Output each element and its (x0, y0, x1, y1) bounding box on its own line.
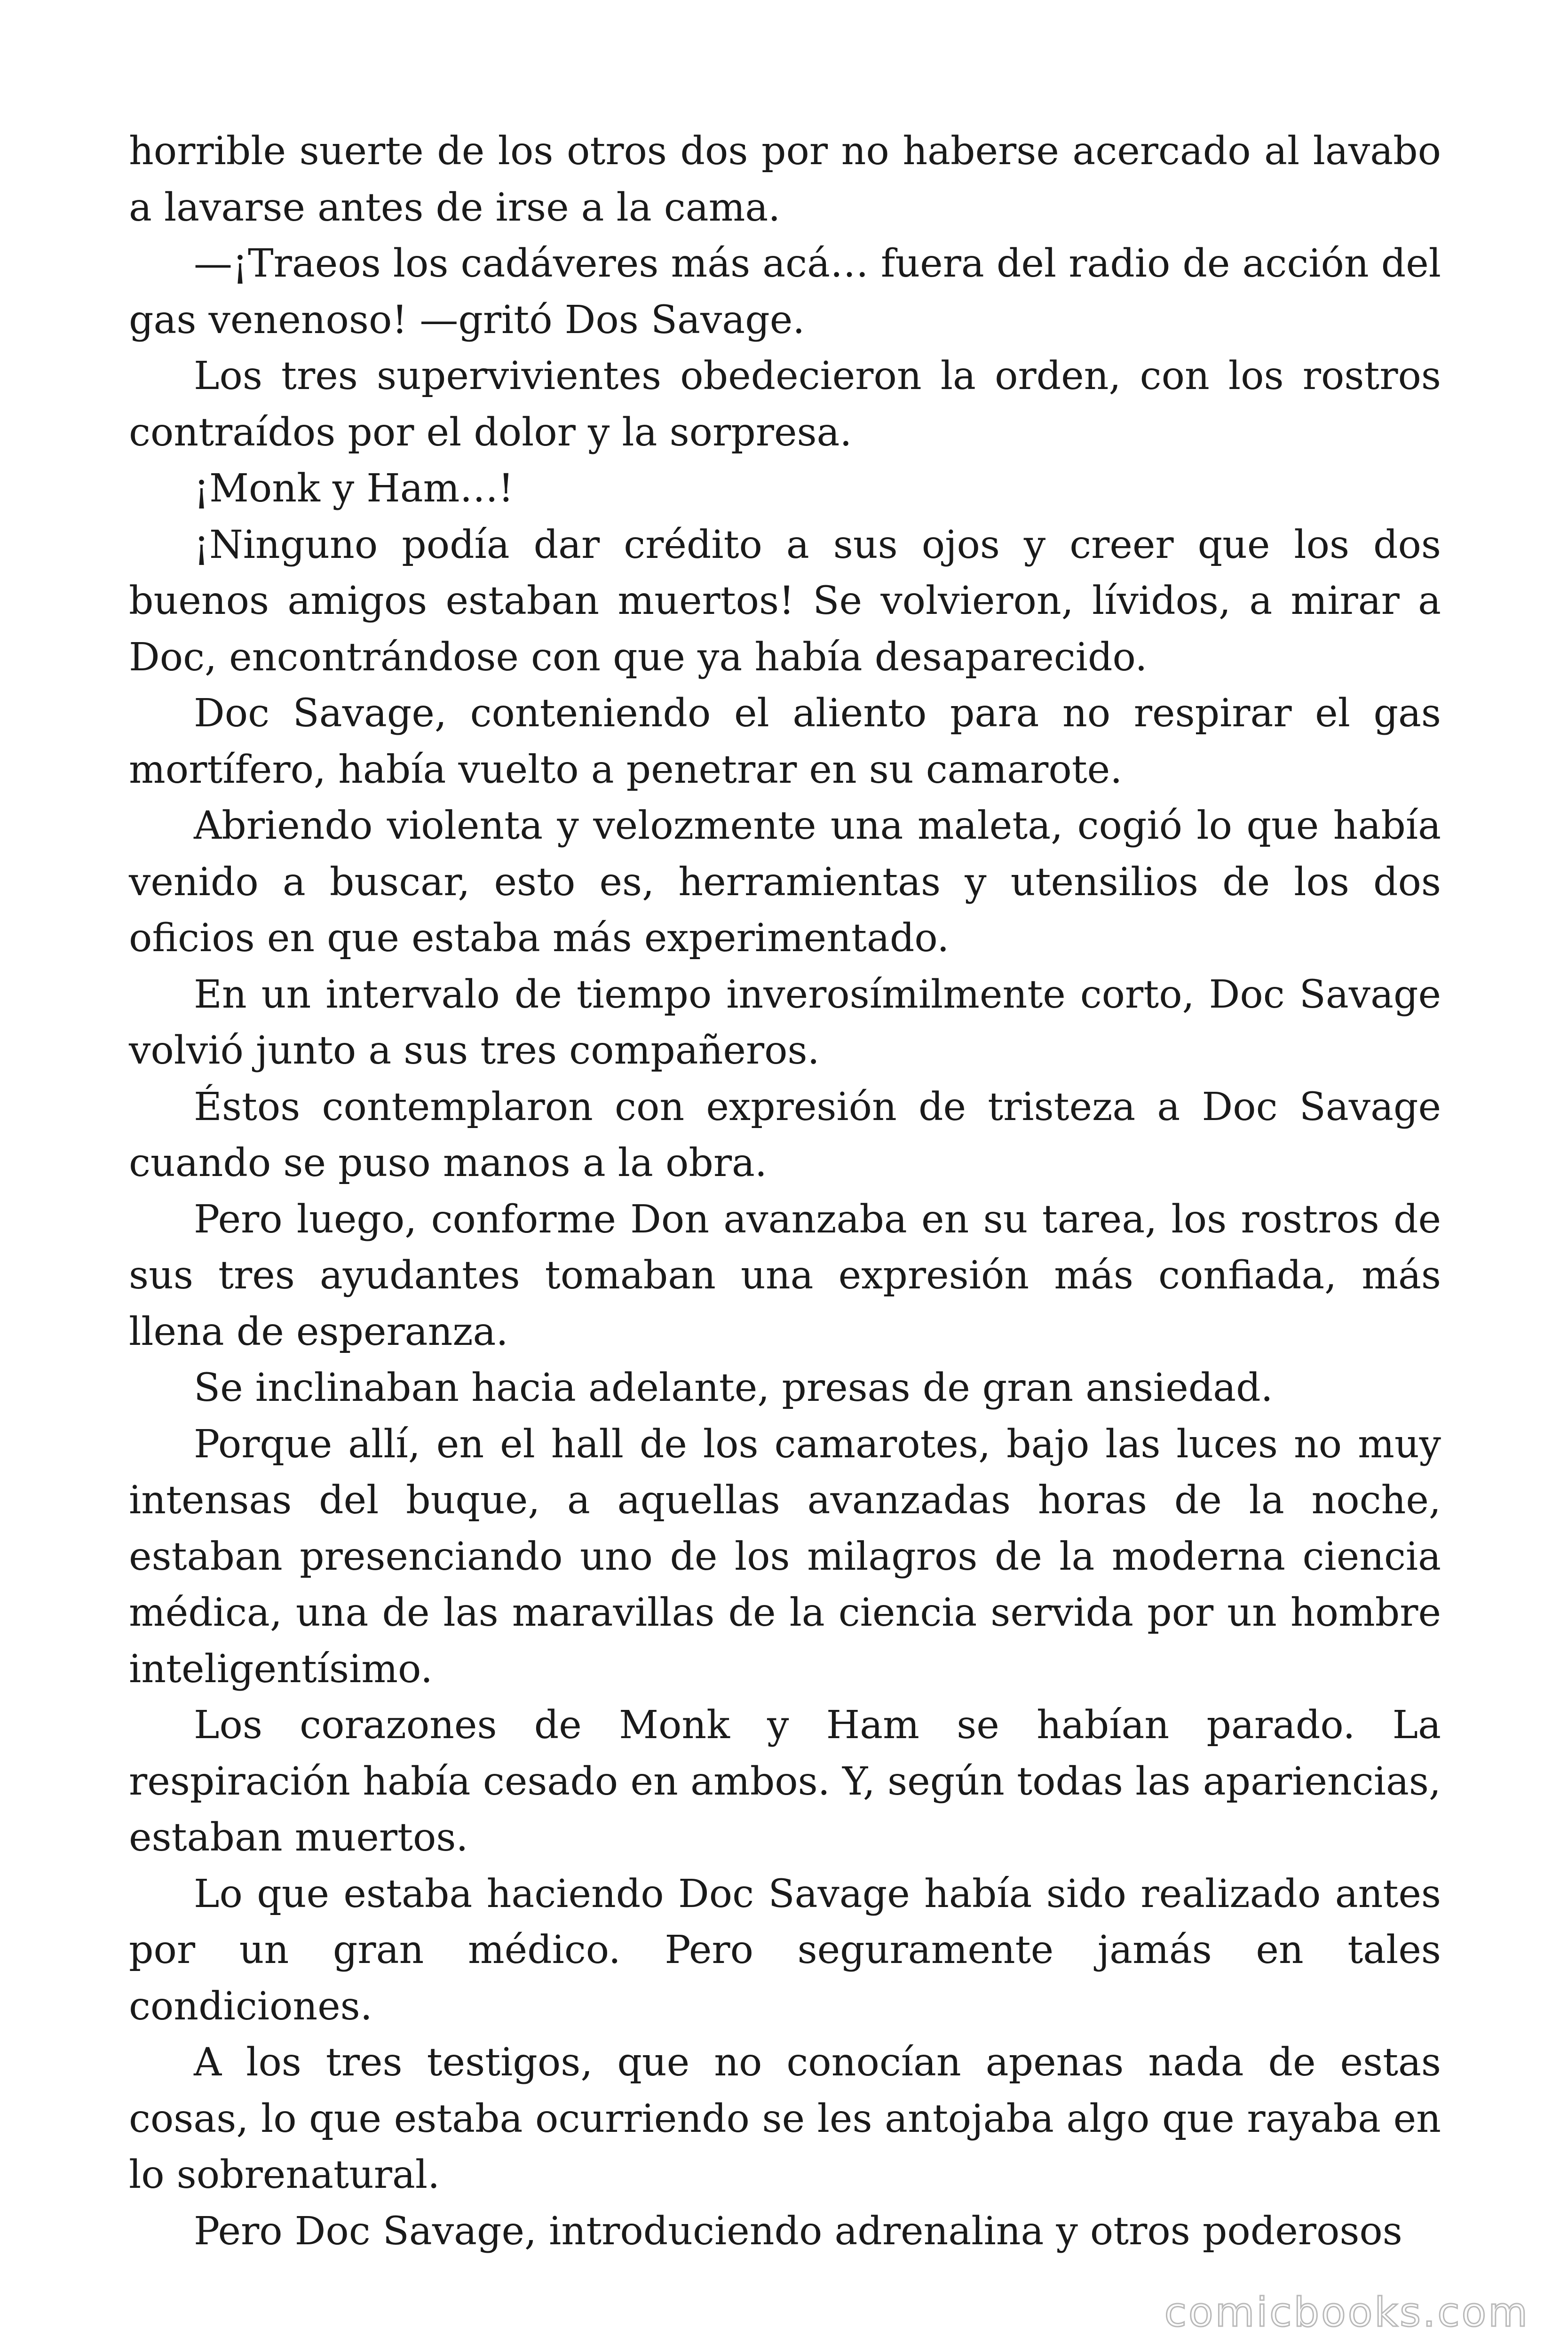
paragraph: Abriendo violenta y velozmente una maleta, cogió lo que había venido a buscar, esto es, herramientas y utensilios de los dos oficios en que estaba más experimentado. (129, 803, 1441, 961)
paragraph: Los corazones de Monk y Ham se habían parado. La respiración había cesado en ambos. Y, según todas las apariencias, estaban muertos. (129, 1703, 1441, 1860)
watermark: comicbooks.com (1164, 2289, 1529, 2336)
paragraph: A los tres testigos, que no conocían apenas nada de estas cosas, lo que estaba ocurriendo se les antojaba algo que rayaba en lo sobrenatural. (129, 2040, 1441, 2197)
paragraph: Los tres supervivientes obedecieron la orden, con los rostros contraídos por el dolor y la sorpresa. (129, 354, 1441, 455)
paragraph: ¡Monk y Ham…! (194, 466, 514, 511)
paragraph: Éstos contemplaron con expresión de tristeza a Doc Savage cuando se puso manos a la obra. (129, 1084, 1441, 1185)
paragraph: Se inclinaban hacia adelante, presas de gran ansiedad. (194, 1366, 1273, 1410)
paragraph: ¡Ninguno podía dar crédito a sus ojos y creer que los dos buenos amigos estaban muertos! Se volvieron, lívidos, a mirar a Doc, encontrándose con que ya había desaparecido. (129, 522, 1441, 680)
paragraph: —¡Traeos los cadáveres más acá… fuera del radio de acción del gas venenoso! —gritó Dos Savage. (129, 241, 1441, 342)
paragraph: Pero Doc Savage, introduciendo adrenalina y otros poderosos (194, 2209, 1402, 2254)
paragraph: En un intervalo de tiempo inverosímilmente corto, Doc Savage volvió junto a sus tres compañeros. (129, 972, 1441, 1073)
paragraph-continuation: horrible suerte de los otros dos por no haberse acercado al lavabo a lavarse antes de irse a la cama. (129, 129, 1441, 230)
paragraph: Doc Savage, conteniendo el aliento para no respirar el gas mortífero, había vuelto a penetrar en su camarote. (129, 691, 1441, 792)
paragraph: Lo que estaba haciendo Doc Savage había sido realizado antes por un gran médico. Pero seguramente jamás en tales condiciones. (129, 1871, 1441, 2029)
paragraph: Porque allí, en el hall de los camarotes, bajo las luces no muy intensas del buque, a aquellas avanzadas horas de la noche, estaban presenciando uno de los milagros de la moderna ciencia médica, una de las maravillas de la ciencia servida por un hombre inteligentísimo. (129, 1422, 1441, 1692)
paragraph: Pero luego, conforme Don avanzaba en su tarea, los rostros de sus tres ayudantes tomaban una expresión más confiada, más llena de esperanza. (129, 1197, 1441, 1354)
body-text (129, 123, 1441, 2259)
